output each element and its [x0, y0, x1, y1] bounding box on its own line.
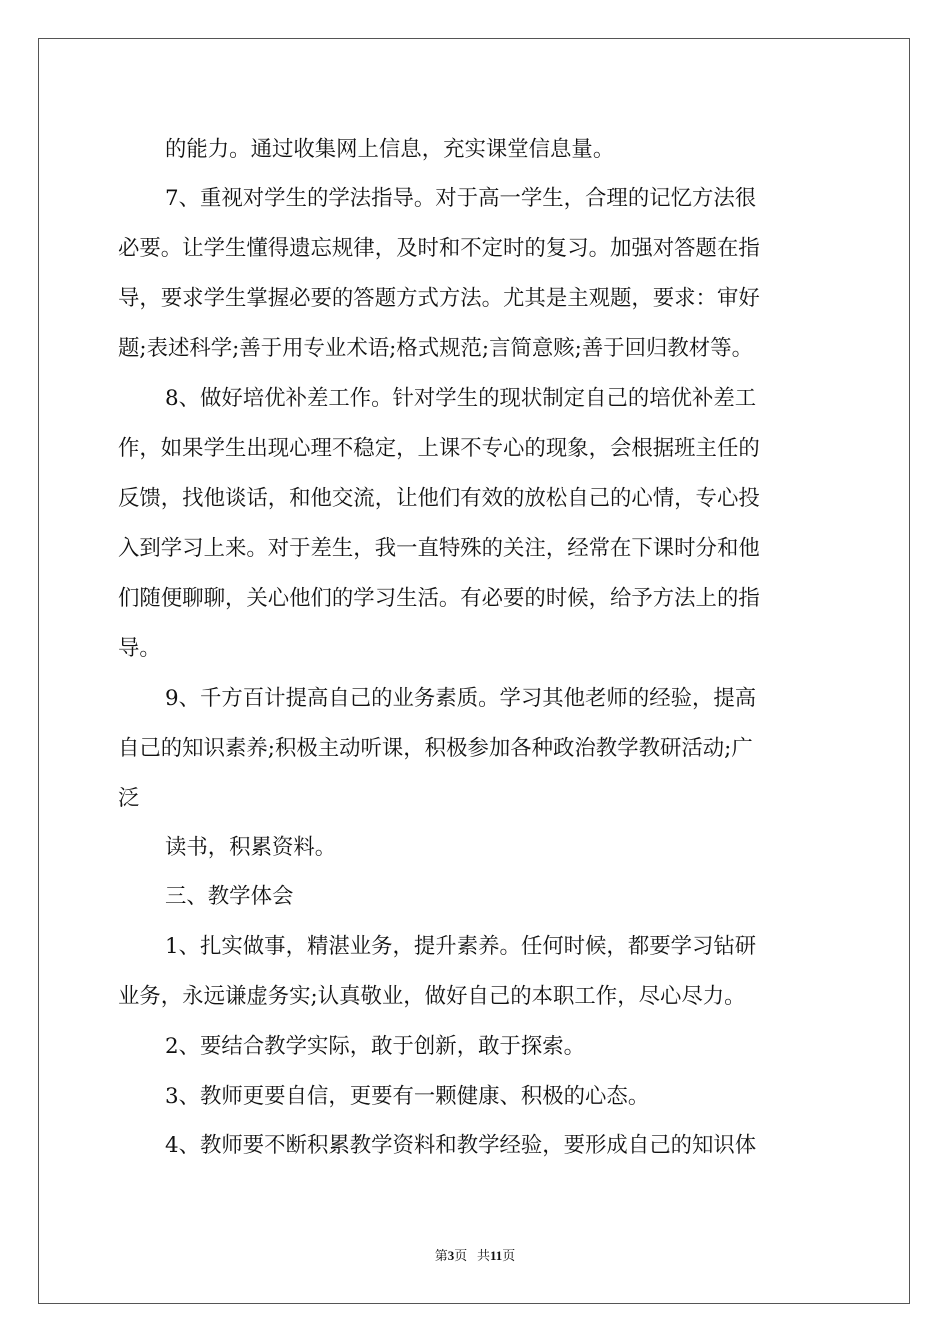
page-prefix: 第 — [434, 1248, 448, 1263]
text-line: 1、扎实做事，精湛业务，提升素养。任何时候，都要学习钻研 — [165, 934, 757, 959]
text-line: 业务，永远谦虚务实;认真敬业，做好自己的本职工作，尽心尽力。 — [118, 984, 746, 1009]
text-line: 泛 — [118, 786, 140, 811]
text-line: 8、做好培优补差工作。针对学生的现状制定自己的培优补差工 — [165, 386, 757, 411]
text-line: 反馈，找他谈话，和他交流，让他们有效的放松自己的心情，专心投 — [118, 486, 760, 511]
text-line: 作，如果学生出现心理不稳定，上课不专心的现象，会根据班主任的 — [118, 436, 760, 461]
total-prefix: 共 — [476, 1248, 490, 1263]
text-line: 必要。让学生懂得遗忘规律，及时和不定时的复习。加强对答题在指 — [118, 236, 760, 261]
page-border — [38, 38, 910, 1304]
text-line: 2、要结合教学实际，敢于创新，敢于探索。 — [165, 1034, 586, 1059]
text-line: 导。 — [118, 636, 161, 661]
text-line: 自己的知识素养;积极主动听课，积极参加各种政治教学教研活动;广 — [118, 736, 753, 761]
page-footer — [0, 1245, 950, 1264]
page-suffix: 页 — [454, 1248, 468, 1263]
total-pages: 11 — [489, 1248, 503, 1263]
text-line: 3、教师更要自信，更要有一颗健康、积极的心态。 — [165, 1084, 650, 1109]
text-line: 题;表述科学;善于用专业术语;格式规范;言简意赅;善于回归教材等。 — [118, 336, 753, 361]
text-line: 导，要求学生掌握必要的答题方式方法。尤其是主观题，要求：审好 — [118, 286, 760, 311]
text-line: 4、教师要不断积累教学资料和教学经验，要形成自己的知识体 — [165, 1133, 757, 1158]
text-line: 9、千方百计提高自己的业务素质。学习其他老师的经验，提高 — [165, 686, 757, 711]
text-line: 读书，积累资料。 — [165, 835, 337, 860]
text-line: 7、重视对学生的学法指导。对于高一学生，合理的记忆方法很 — [165, 186, 757, 211]
total-suffix: 页 — [502, 1248, 516, 1263]
text-line: 们随便聊聊，关心他们的学习生活。有必要的时候，给予方法上的指 — [118, 586, 760, 611]
section-heading: 三、教学体会 — [165, 884, 294, 909]
text-line: 的能力。通过收集网上信息，充实课堂信息量。 — [165, 137, 615, 162]
page-number: 3 — [447, 1248, 455, 1263]
text-line: 入到学习上来。对于差生，我一直特殊的关注，经常在下课时分和他 — [118, 536, 760, 561]
